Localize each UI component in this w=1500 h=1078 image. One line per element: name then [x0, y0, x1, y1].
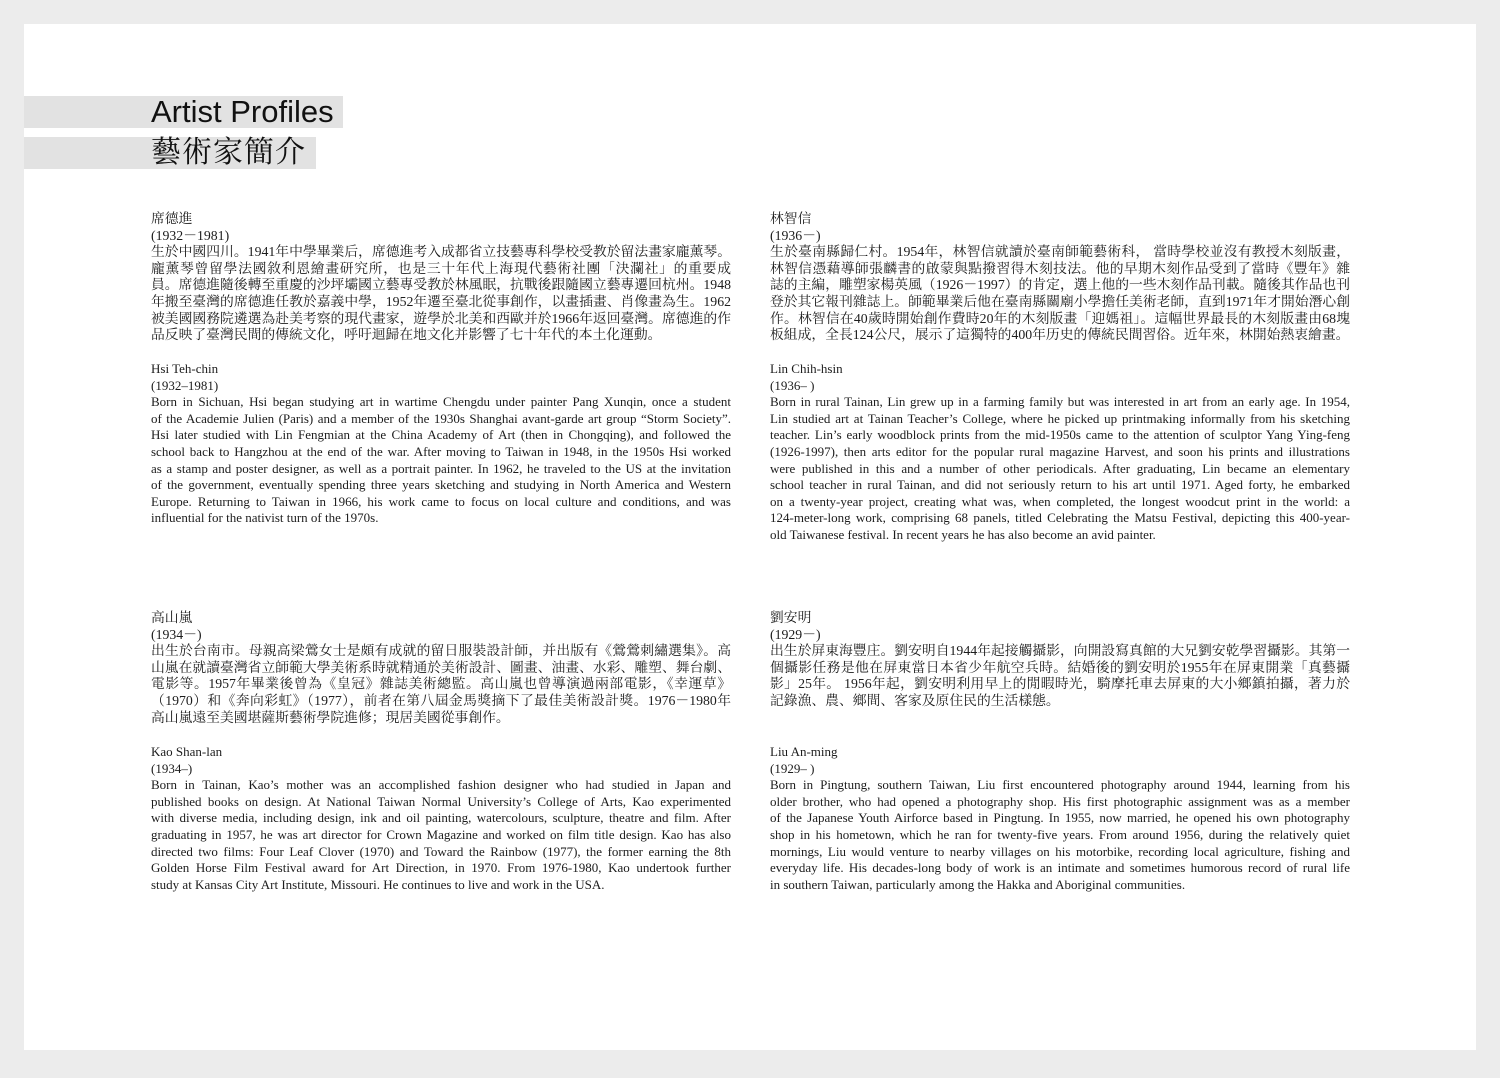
bio-line: old Taiwanese festival. In recent years he has also become an avid painter.	[770, 526, 1156, 542]
bio-line: in southern Taiwan, particularly among the Hakka and Aboriginal communities.	[770, 876, 1186, 892]
artist-bio	[151, 643, 731, 726]
bio-line: school teacher in rural Tainan, and did not seriously return to his art until 1971. Aged forty, he embarked	[770, 477, 1350, 493]
artist-bio	[151, 244, 731, 344]
bio-line: Lin studied art at Tainan Teacher’s College, where he picked up printmaking informally from his sketching	[770, 410, 1350, 426]
profile-english	[770, 361, 1350, 544]
bio-line: Born in Sichuan, Hsi began studying art in wartime Chengdu under painter Pang Xunqin, once a student	[151, 394, 731, 410]
profile-english	[151, 744, 731, 893]
bio-line: 員。席德進隨後轉至重慶的沙坪壩國立藝專受教於林風眠，抗戰後跟隨國立藝專遷回杭州。1948	[151, 277, 731, 293]
bio-line: of the Japanese Youth Airforce based in Pingtung. In 1955, now married, he opened his own photography	[770, 810, 1350, 826]
bio-line: Europe. Returning to Taiwan in 1966, his work came to focus on local culture and conditions, and was	[151, 493, 731, 509]
bio-line: older brother, who had opened a photography shop. His first photographic assignment was as a member	[770, 793, 1350, 809]
profile-chinese	[151, 211, 731, 344]
bio-line: on a twenty-year project, creating what was, when completed, the longest woodcut print in the world: a	[770, 493, 1350, 509]
bio-line: 影」25年。 1956年起，劉安明利用早上的閒暇時光，騎摩托車去屏東的大小鄉鎮拍攝，著力於	[770, 676, 1350, 692]
bio-line: study at Kansas City Art Institute, Missouri. He continues to live and work in the USA.	[151, 876, 605, 892]
bio-line: 被美國國務院遴選為赴美考察的現代畫家，遊學於北美和西歐并於1966年返回臺灣。席德進的作	[151, 310, 731, 326]
profile-chinese	[770, 610, 1350, 710]
bio-line: 高山嵐遠至美國堪薩斯藝術學院進修；現居美國從事創作。	[151, 709, 510, 725]
bio-line: 電影等。1957年畢業後曾為《皇冠》雜誌美術總監。高山嵐也曾導演過兩部電影，《幸運草》	[151, 676, 731, 692]
artist-bio	[151, 394, 731, 527]
bio-line: published books on design. At National Taiwan Normal University’s College of Arts, Kao experimented	[151, 793, 731, 809]
bio-line: （1970）和《奔向彩虹》（1977），前者在第八屆金馬獎摘下了最佳美術設計獎。1976－1980年	[151, 692, 731, 708]
artist-bio	[151, 777, 731, 893]
bio-line: graduating in 1957, he was art director for Crown Magazine and worked on film title design. Kao has also	[151, 826, 731, 842]
artist-dates: (1932－1981)	[151, 227, 230, 243]
page-title: Artist Profiles	[151, 94, 334, 129]
artist-dates: (1934–)	[151, 760, 193, 776]
bio-line: everyday life. His decades-long body of work is an intimate and sometimes humorous record of rural life	[770, 860, 1350, 876]
bio-line: (1926-1997), then arts editor for the popular rural magazine Harvest, and soon his prints and illustrations	[770, 443, 1350, 459]
bio-line: 個攝影任務是他在屏東當日本省少年航空兵時。結婚後的劉安明於1955年在屏東開業「真藝攝	[770, 659, 1350, 675]
bio-line: of the government, eventually spending three years sketching and studying in North America and Western	[151, 477, 731, 493]
bio-line: with diverse media, including design, ink and oil painting, watercolours, sculpture, theatre and film. After	[151, 810, 731, 826]
bio-line: Hsi later studied with Lin Fengmian at the China Academy of Art (then in Chongqing), and followed the	[151, 427, 731, 443]
artist-dates: (1932–1981)	[151, 377, 219, 393]
bio-line: Born in Pingtung, southern Taiwan, Liu first encountered photography around 1944, learning from his	[770, 777, 1350, 793]
bio-line: shop in his hometown, which he ran for twenty-five years. From around 1956, during the relatively quiet	[770, 826, 1350, 842]
bio-line: 記錄漁、農、鄉間、客家及原住民的生活樣態。	[770, 692, 1060, 708]
bio-line: 品反映了臺灣民間的傳統文化，呼吁迴歸在地文化并影響了七十年代的本土化運動。	[151, 327, 662, 343]
artist-dates: (1929– )	[770, 760, 815, 776]
artist-bio	[770, 394, 1350, 543]
bio-line: teacher. Lin’s early woodblock prints from the mid-1950s came to the attention of sculptor Yang Ying-feng	[770, 427, 1350, 443]
bio-line: of the Academie Julien (Paris) and a member of the 1930s Shanghai avant-garde art group “Storm Society”.	[151, 410, 731, 426]
bio-line: Golden Horse Film Festival award for Art Direction, in 1970. From 1976-1980, Kao undertook further	[151, 860, 731, 876]
artist-dates: (1929－)	[770, 626, 821, 642]
artist-dates: (1936－)	[770, 227, 821, 243]
title-bar	[24, 96, 343, 128]
profile-chinese	[770, 211, 1350, 344]
artist-dates: (1936– )	[770, 377, 815, 393]
bio-line: directed two films: Four Leaf Clover (1970) and Toward the Rainbow (1977), the former earning the 8th	[151, 843, 731, 859]
bio-line: 出生於台南市。母親高梁鶯女士是頗有成就的留日服裝設計師，并出版有《鶯鶯刺繡選集》。高	[151, 643, 731, 659]
bio-line: 龐薰琴曾留學法國敘利恩繪畫研究所，也是三十年代上海現代藝術社團「決瀾社」的重要成	[151, 260, 731, 276]
bio-line: 出生於屏東海豐庄。劉安明自1944年起接觸攝影，向開設寫真館的大兄劉安乾學習攝影。其第一	[770, 643, 1350, 659]
profile-english	[770, 744, 1350, 893]
bio-line: 山嵐在就讀臺灣省立師範大學美術系時就精通於美術設計、圖畫、油畫、水彩、雕塑、舞台劇、	[151, 659, 731, 675]
artist-name: 高山嵐	[151, 610, 193, 625]
bio-line: 生於臺南縣歸仁村。1954年，林智信就讀於臺南師範藝術科， 當時學校並沒有教授木刻版畫，	[770, 244, 1350, 260]
page-title-chinese: 藝術家簡介	[151, 135, 306, 170]
artist-name: 劉安明	[770, 610, 812, 625]
artist-bio	[770, 643, 1350, 709]
bio-line: Born in rural Tainan, Lin grew up in a farming family but was interested in art from an early age. In 1954,	[770, 394, 1350, 410]
bio-line: 作。林智信在40歲時開始創作費時20年的木刻版畫「迎媽祖」。這幅世界最長的木刻版畫由68塊	[770, 310, 1350, 326]
bio-line: 登於其它報刊雜誌上。師範畢業后他在臺南縣關廟小學擔任美術老師，直到1971年才開始潛心創	[770, 293, 1350, 309]
bio-line: influential for the nativist turn of the 1970s.	[151, 510, 379, 526]
bio-line: 生於中國四川。1941年中學畢業后，席德進考入成都省立技藝專科學校受教於留法畫家龐薰琴。	[151, 244, 731, 260]
bio-line: were published in this and a number of other periodicals. After graduating, Lin became an elementary	[770, 460, 1350, 476]
bio-line: Born in Tainan, Kao’s mother was an accomplished fashion designer who had studied in Japan and	[151, 777, 731, 793]
bio-line: mornings, Liu would venture to nearby villages on his motorbike, recording local agriculture, fishing and	[770, 843, 1350, 859]
artist-dates: (1934－)	[151, 626, 202, 642]
profile-english	[151, 361, 731, 527]
bio-line: 124-meter-long work, comprising 68 panels, titled Celebrating the Matsu Festival, depicting this 400-year-	[770, 510, 1350, 526]
artist-name: Hsi Teh-chin	[151, 361, 219, 376]
bio-line: 年搬至臺灣的席德進任教於嘉義中學，1952年遷至臺北從事創作，以畫插畫、肖像畫為生。1962	[151, 293, 731, 309]
artist-bio	[770, 777, 1350, 893]
artist-name: Liu An-ming	[770, 744, 838, 759]
profile-chinese	[151, 610, 731, 726]
title-bar-chinese	[24, 137, 316, 169]
bio-line: 林智信憑藉導師張麟書的啟蒙與點撥習得木刻技法。他的早期木刻作品受到了當時《豐年》雜	[770, 260, 1350, 276]
artist-name: 林智信	[770, 211, 812, 226]
bio-line: 板組成，全長124公尺，展示了這獨特的400年历史的傳統民間習俗。近年來，林開始熱衷繪畫。	[770, 327, 1350, 343]
artist-bio	[770, 244, 1350, 344]
bio-line: school back to Hangzhou at the end of the war. After moving to Taiwan in 1948, in the 1950s Hsi worked	[151, 443, 731, 459]
bio-line: 誌的主編，雕塑家楊英風（1926－1997）的肯定，選上他的一些木刻作品刊載。隨後其作品也刊	[770, 277, 1350, 293]
bio-line: as a stamp and poster designer, as well as a portrait painter. In 1962, he traveled to the US at the invitation	[151, 460, 731, 476]
artist-name: Kao Shan-lan	[151, 744, 223, 759]
artist-name: 席德進	[151, 211, 193, 226]
artist-name: Lin Chih-hsin	[770, 361, 843, 376]
